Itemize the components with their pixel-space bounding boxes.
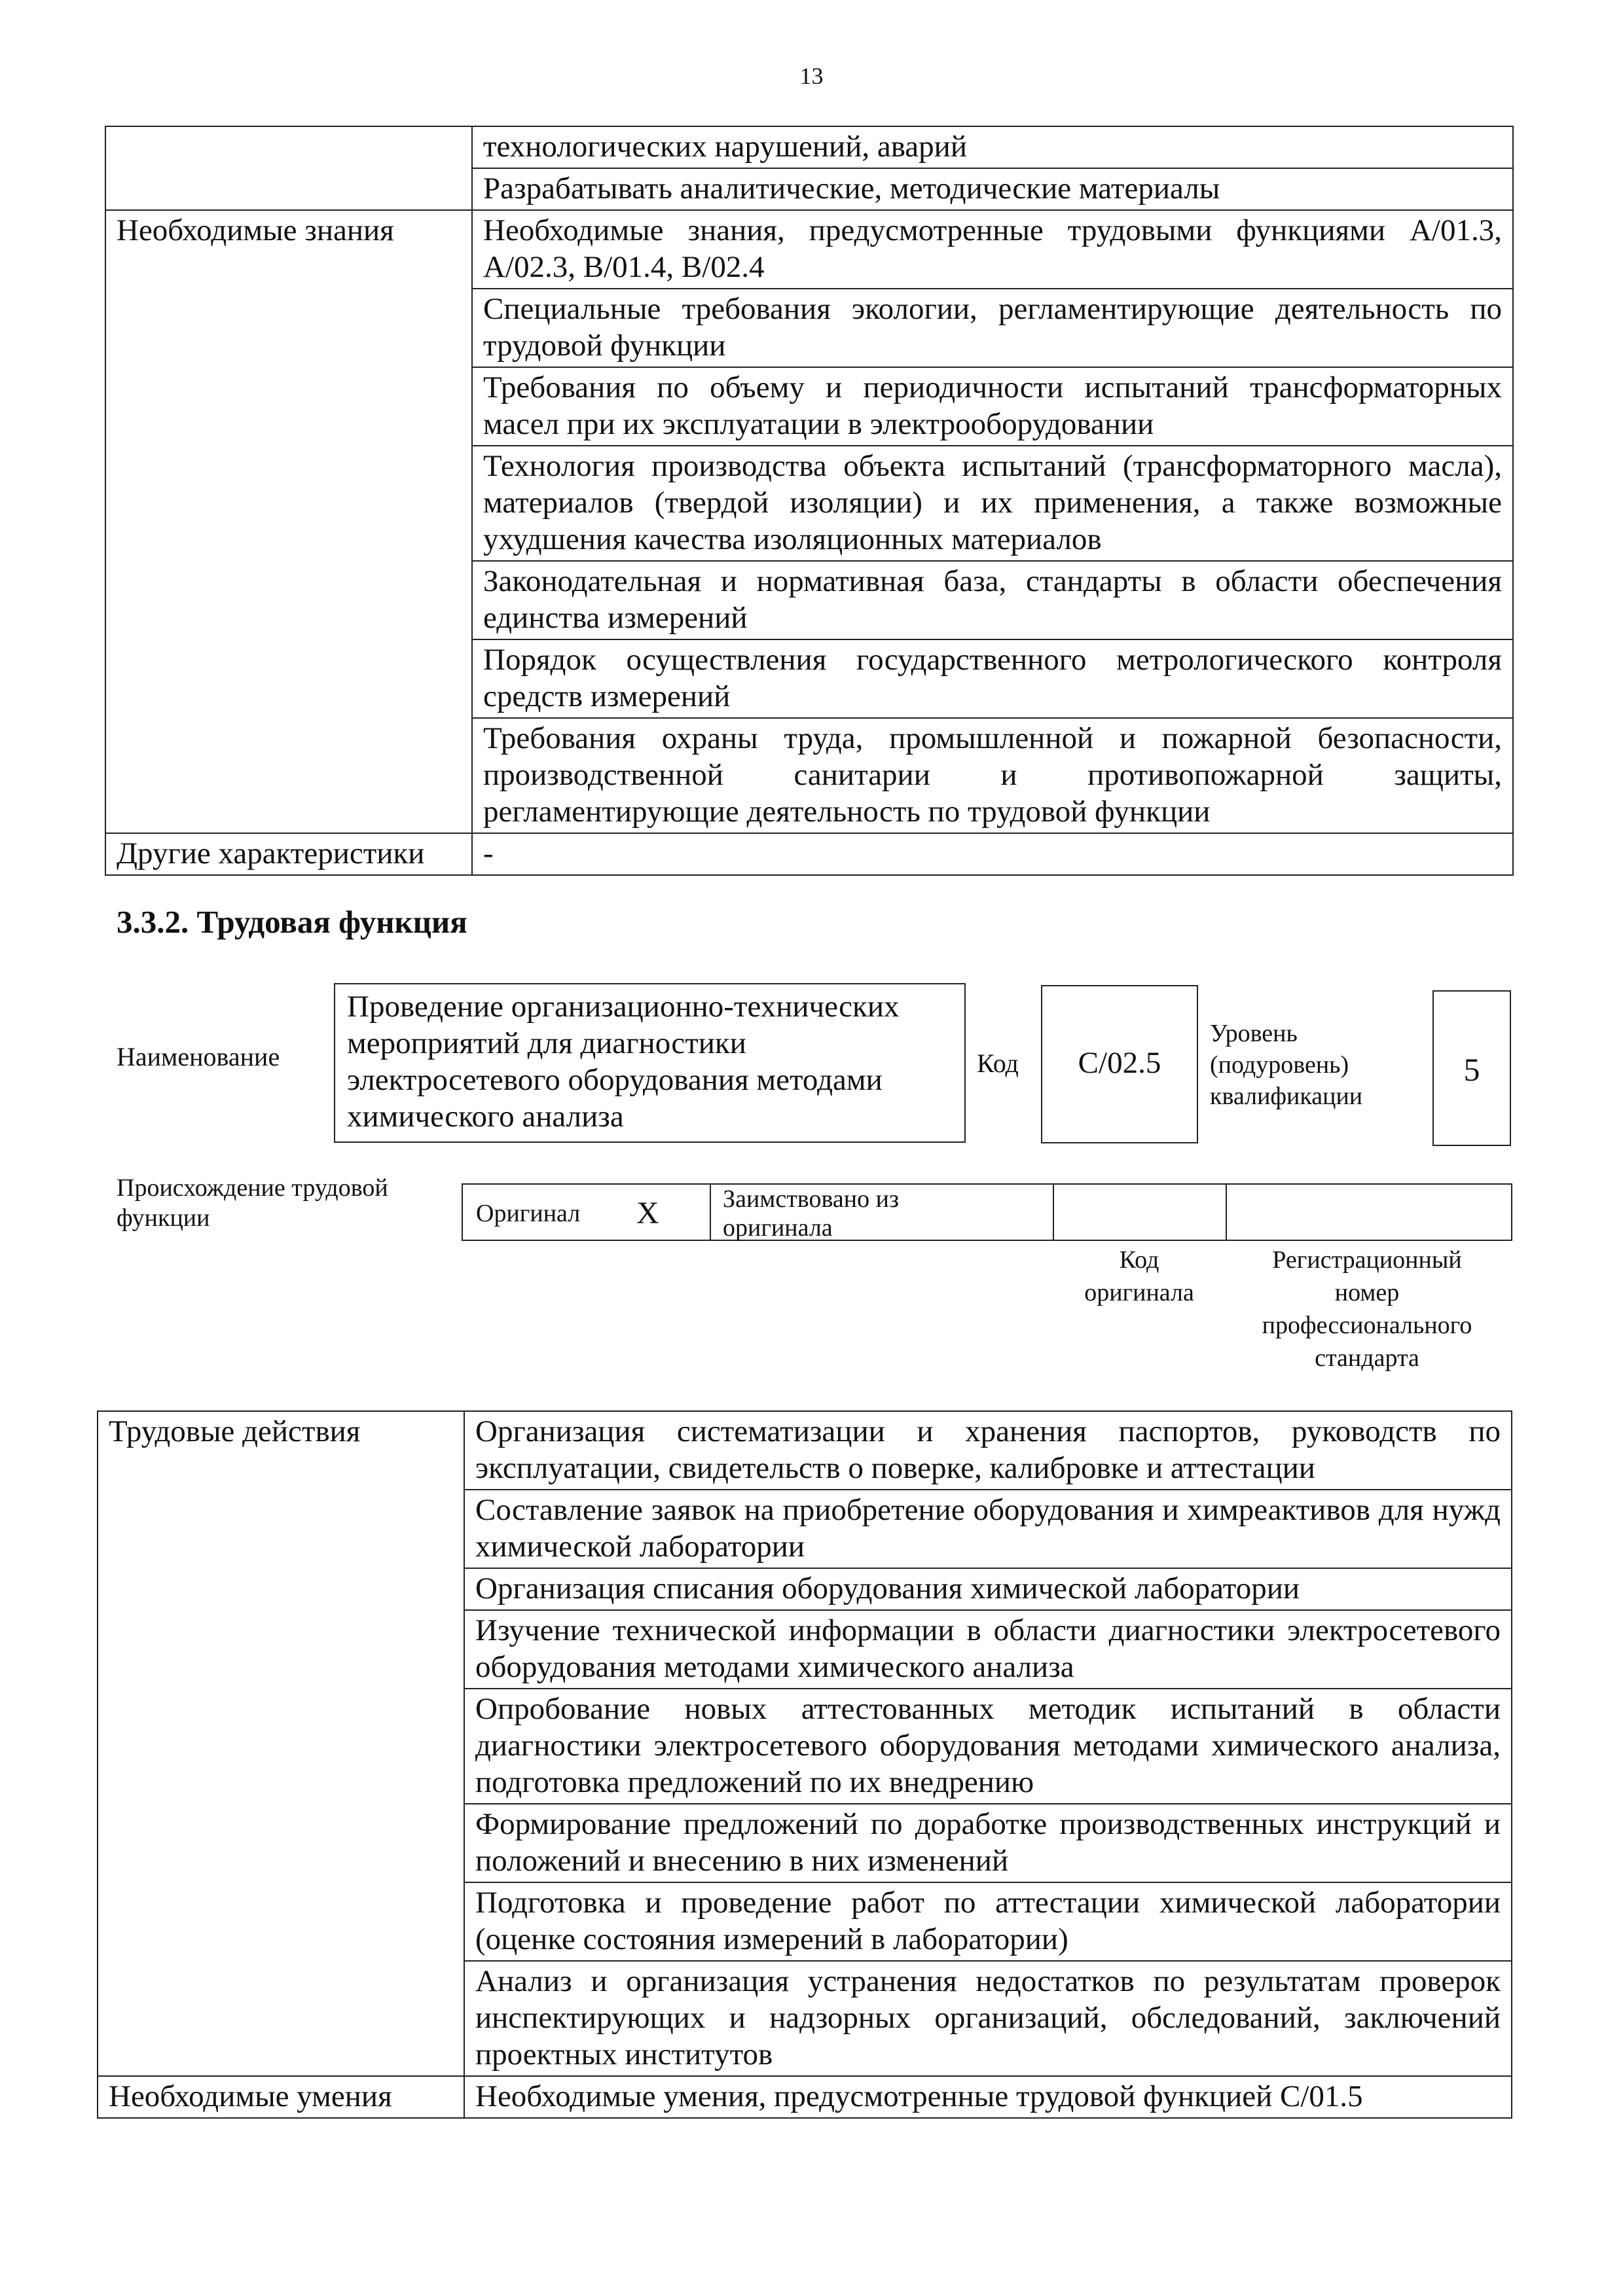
table-row-label	[105, 126, 472, 210]
code-label: Код	[977, 1049, 1019, 1078]
caption-code	[1054, 1244, 1224, 1309]
page-number: 13	[799, 63, 824, 89]
level-label-3: квалификации	[1210, 1083, 1363, 1110]
level-label-1: Уровень	[1210, 1020, 1298, 1047]
table-cell: Технология производства объекта испытаний (трансформаторного масла), материалов (твердой изоляции) и их применения, а также возможные ухудшения качества изоляционных материалов	[472, 446, 1513, 561]
table-cell: Анализ и организация устранения недостатков по результатам проверок инспектирующих и надзорных организаций, обследований, заключений проектных институтов	[464, 1961, 1512, 2076]
name-label: Наименование	[117, 1042, 280, 1071]
caption-reg-line: номер	[1334, 1279, 1400, 1306]
origin-borrowed-cell	[711, 1185, 1054, 1240]
table-cell: Необходимые знания, предусмотренные трудовыми функциями А/01.3, А/02.3, В/01.4, В/02.4	[472, 210, 1513, 289]
table-cell: Порядок осуществления государственного метрологического контроля средств измерений	[472, 639, 1513, 718]
table-cell: Составление заявок на приобретение оборудования и химреактивов для нужд химической лаборатории	[464, 1490, 1512, 1568]
table-row-label: Необходимые умения	[98, 2076, 464, 2118]
table-cell: Организация списания оборудования химической лаборатории	[464, 1568, 1512, 1610]
table-cell: Разрабатывать аналитические, методические материалы	[472, 168, 1513, 210]
caption-code-line: Код	[1119, 1246, 1159, 1274]
table-cell: Формирование предложений по доработке производственных инструкций и положений и внесению в них изменений	[464, 1804, 1512, 1882]
function-code-box: С/02.5	[1041, 985, 1198, 1143]
level-label-2: (подуровень)	[1210, 1051, 1349, 1079]
qualification-level-box: 5	[1432, 990, 1511, 1146]
table-cell: Требования по объему и периодичности испытаний трансформаторных масел при их эксплуатации в электрооборудовании	[472, 367, 1513, 446]
caption-code-line: оригинала	[1084, 1279, 1194, 1306]
table-cell: Требования охраны труда, промышленной и пожарной безопасности, производственной санитарии и противопожарной защиты, регламентирующие деятельность по трудовой функции	[472, 718, 1513, 833]
actions-table	[97, 1410, 1512, 2119]
table-cell: Опробование новых аттестованных методик испытаний в области диагностики электросетевого оборудования методами химического анализа, подготовка предложений по их внедрению	[464, 1689, 1512, 1804]
origin-row	[462, 1183, 1512, 1241]
caption-reg-line: Регистрационный	[1272, 1246, 1462, 1274]
borrowed-label-1: Заимствовано из	[723, 1185, 899, 1213]
borrowed-label-2: оригинала	[723, 1214, 833, 1242]
table-cell: технологических нарушений, аварий	[472, 126, 1513, 168]
knowledge-table	[105, 126, 1514, 876]
table-cell: Организация систематизации и хранения паспортов, руководств по эксплуатации, свидетельств о поверке, калибровке и аттестации	[464, 1411, 1512, 1490]
origin-original-cell	[463, 1185, 711, 1240]
origin-code-cell	[1054, 1185, 1227, 1240]
caption-reg-line: стандарта	[1315, 1344, 1419, 1372]
origin-label-1: Происхождение трудовой	[117, 1174, 388, 1202]
function-name-box: Проведение организационно-технических мероприятий для диагностики электросетевого оборудования методами химического анализа	[334, 983, 966, 1143]
section-title: 3.3.2. Трудовая функция	[117, 904, 467, 940]
origin-reg-number-cell	[1227, 1185, 1511, 1240]
table-row-label: Необходимые знания	[105, 210, 472, 833]
table-cell: Законодательная и нормативная база, стандарты в области обеспечения единства измерений	[472, 561, 1513, 639]
origin-label-2: функции	[117, 1204, 210, 1232]
table-cell: Необходимые умения, предусмотренные трудовой функцией С/01.5	[464, 2076, 1512, 2118]
table-row-label: Другие характеристики	[105, 833, 472, 875]
table-cell: Изучение технической информации в области диагностики электросетевого оборудования методами химического анализа	[464, 1610, 1512, 1689]
original-label: Оригинал	[476, 1200, 581, 1227]
original-mark: X	[636, 1196, 659, 1230]
caption-reg-number	[1230, 1244, 1504, 1374]
table-cell: Подготовка и проведение работ по аттестации химической лаборатории (оценке состояния измерений в лаборатории)	[464, 1882, 1512, 1961]
table-cell: Специальные требования экологии, регламентирующие деятельность по трудовой функции	[472, 289, 1513, 367]
table-cell: -	[472, 833, 1513, 875]
table-row-label: Трудовые действия	[98, 1411, 464, 2076]
caption-reg-line: профессионального	[1262, 1312, 1472, 1339]
